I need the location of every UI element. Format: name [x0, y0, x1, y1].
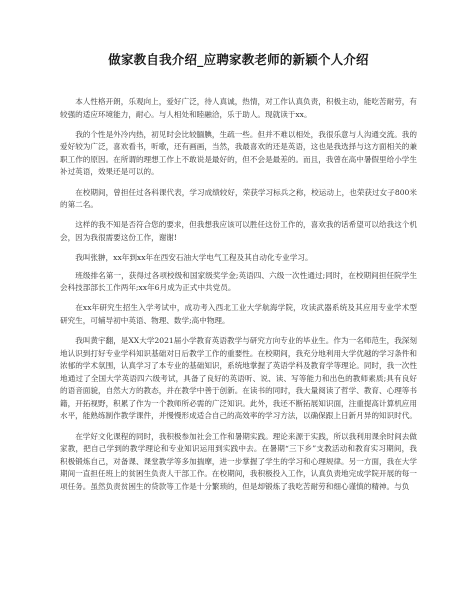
document-title: 做家教自我介绍_应聘家教老师的新颖个人介绍	[108, 52, 369, 67]
paragraph-social-practice: 在学好文化课程的同时，我积极参加社会工作和暑期实践。理论来源于实践，所以我利用课余时间去做家教，把自己学到的教学理论和专业知识运用到实践中去。在暑期“三下乡”支教活动和教育实习期间，我积极锻炼自己，对备课、课堂教学等多加揣摩，进一步掌握了学生的学习和心理规律。另一方面，我在大学期间一直担任班上的贫困生负责人干部工作。在校期间，我积极投入工作，认真负责地完成学院开展的每一项任务。虽然负责贫困生的贷款等工作是十分繁琐的，但是却锻炼了我吃苦耐劳和细心谨慎的精神。与负	[60, 431, 417, 491]
paragraph-teacher-profile: 我叫黄宇翻，是XX大学2021届小学教育英语教学与研究方向专业的毕业生。作为一名师范生，我深刻地认识到打好专业学科知识基础对日后教学工作的重要性。在校期间，我充分地利用大学优越的学习条件和浓郁的学术氛围，认真学习了本专业的基础知识，系统地掌握了英语学科及教育学等理论。同时，我一次性地通过了全国大学英语四六级考试，具备了良好的英语听、说、读、写等能力和出色的教师素质;具有良好的语音面貌，自然大方的教态，并在教学中善于创新。在读书的同时，我大量阅读了哲学、教育、心理等书籍，开拓视野，积累了作为一个教师所必需的广泛知识。此外，我还不断拓展知识面，注重提高计算机应用水平，能熟练制作教学课件，并慢慢形成适合自己的高效率的学习方法，以确保跟上日新月异的知识时代。	[60, 335, 417, 421]
paragraph-school-honors: 在校期间，曾担任过各科课代表，学习成绩较好，荣获学习标兵之称，校运动上，也荣获过女子800米的第二名。	[60, 187, 417, 210]
paragraph-education-intro: 我叫张翀，xx年到xx年在西安石油大学电气工程及其自动化专业学习。	[75, 252, 313, 262]
paragraph-closing-request: 这样的我不知是否符合您的要求，但我想我应该可以胜任这份工作的，喜欢我的话希望可以给我这个机会，因为我很需要这份工作，谢谢!	[60, 220, 417, 242]
paragraph-personality: 本人性格开朗，乐观向上，爱好广泛，待人真诚，热情，对工作认真负责，积极主动，能吃苦耐劳，有较强的适应环境能力，耐心。与人相处和睦融洽，乐于助人。现就读于xx。	[60, 97, 417, 119]
paragraph-graduate-study: 在xx年研究生招生入学考试中，成功考入西北工业大学航海学院，攻读武器系统及其应用专业学术型研究生，可辅导初中英语、物理、数学;高中物理。	[60, 303, 417, 325]
paragraph-achievements: 班级排名第一，获得过各项校级和国家级奖学金;英语四、六级一次性通过;同时，在校期间担任院学生会科技部部长工作两年;xx年6月成为正式中共党员。	[60, 270, 417, 293]
paragraph-hobbies: 我的个性是外冷内热，初见时会比较腼腆，生疏一些。但并不难以相处，我很乐意与人沟通交流。我的爱好较为广泛，喜欢看书，听歌，还有画画，当然，我最喜欢的还是英语，这也是我选择与这方面相关的兼职工作的原因。在所谓的理想工作上不敢说是最好的，但不会是最差的。而且，我曾在高中暑假里给小学生补过英语，效果还是可以的。	[60, 129, 417, 177]
